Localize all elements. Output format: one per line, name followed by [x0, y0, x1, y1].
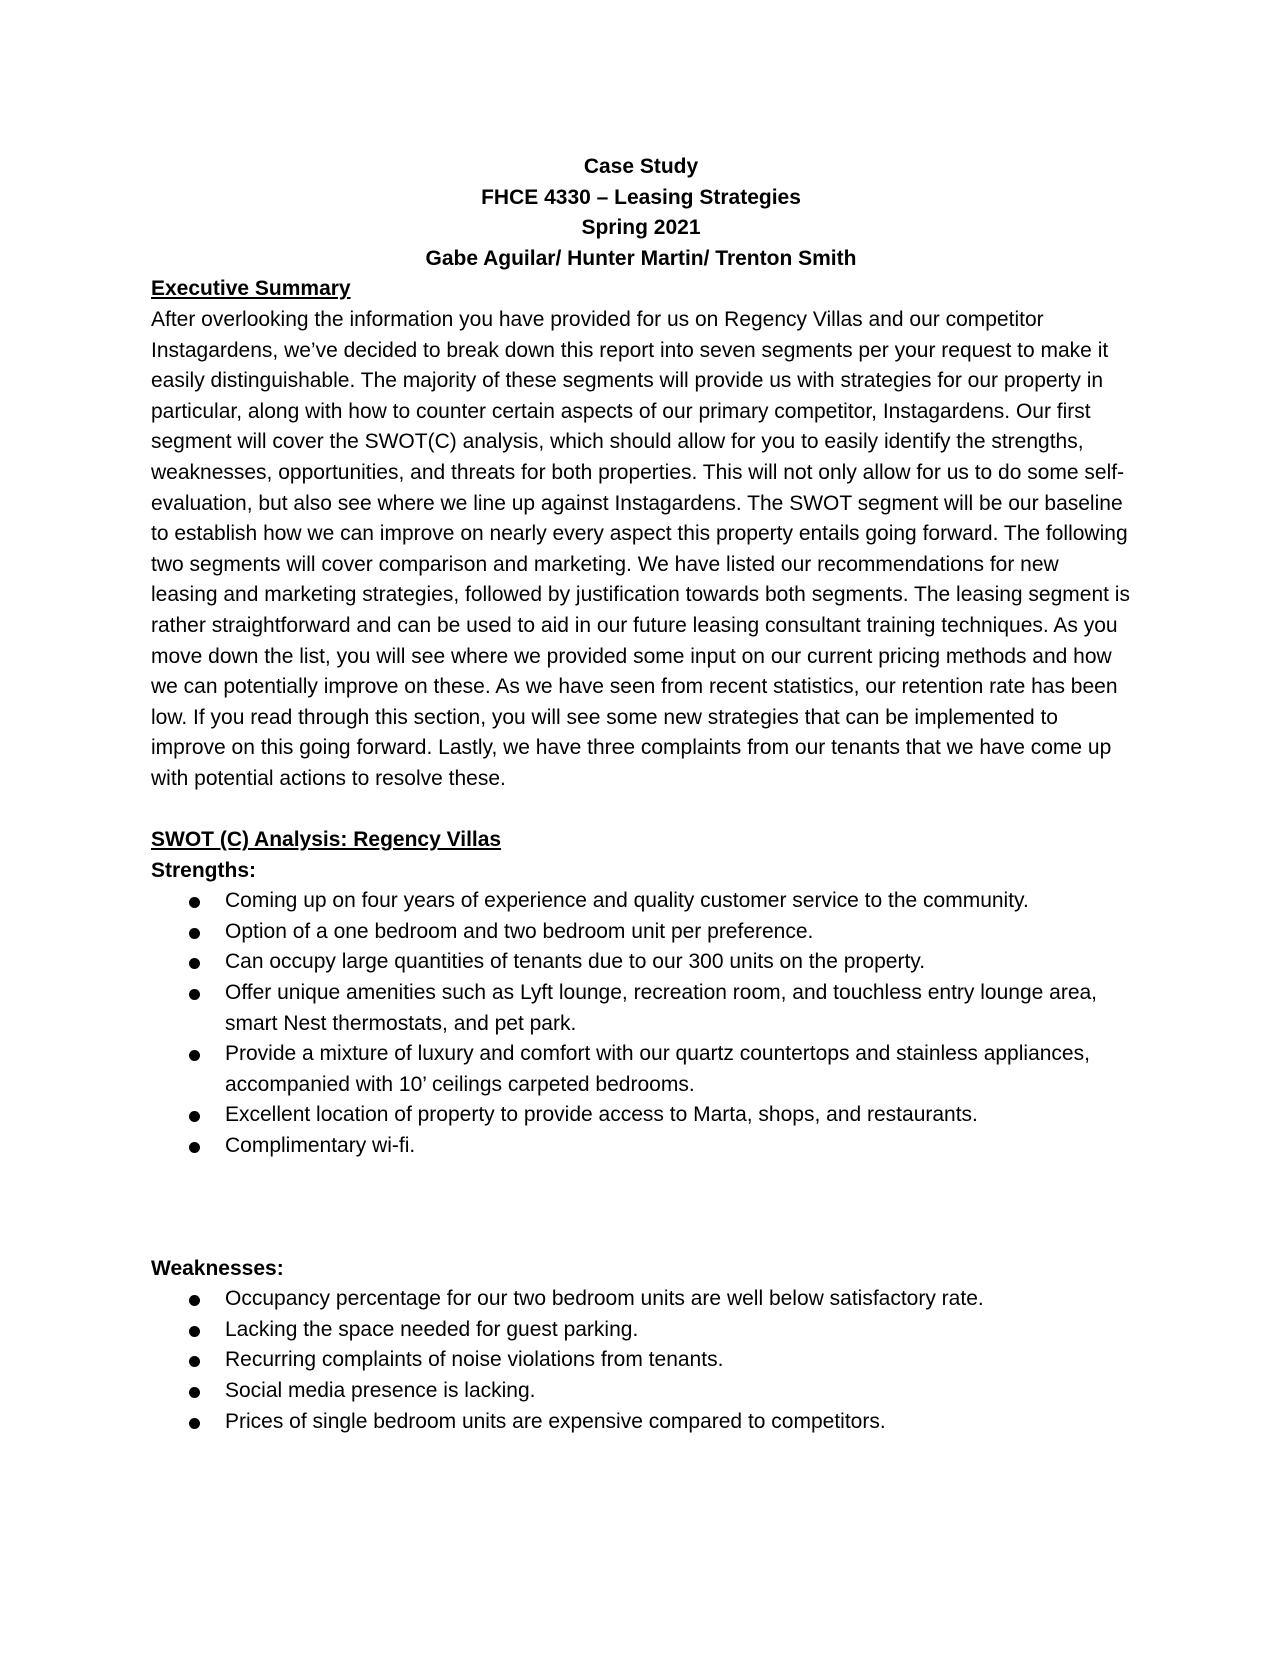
weakness-text: Lacking the space needed for guest parking. [225, 1317, 639, 1341]
swot-heading: SWOT (C) Analysis: Regency Villas [151, 828, 502, 852]
list-item [151, 1345, 1131, 1376]
executive-summary-heading: Executive Summary [151, 277, 351, 301]
weakness-text: Recurring complaints of noise violations from tenants. [225, 1348, 724, 1372]
weakness-text: Social media presence is lacking. [225, 1378, 536, 1402]
strength-text: Can occupy large quantities of tenants due to our 300 units on the property. [225, 950, 926, 974]
bullet-icon [189, 1356, 200, 1367]
list-item [151, 1376, 1131, 1407]
list-item [151, 1315, 1131, 1346]
strengths-list [151, 886, 1131, 1161]
strength-text: Offer unique amenities such as Lyft lounge, recreation room, and touchless entry lounge area, smart Nest thermostats, and pet park. [225, 981, 1098, 1035]
bullet-icon [189, 897, 200, 908]
bullet-icon [189, 928, 200, 939]
bullet-icon [189, 1418, 200, 1429]
list-item [151, 1131, 1131, 1162]
bullet-icon [189, 1050, 200, 1061]
weakness-text: Occupancy percentage for our two bedroom units are well below satisfactory rate. [225, 1287, 984, 1311]
bullet-icon [189, 958, 200, 969]
title-authors: Gabe Aguilar/ Hunter Martin/ Trenton Smith [425, 246, 857, 270]
list-item [151, 947, 1131, 978]
strength-text: Option of a one bedroom and two bedroom unit per preference. [225, 919, 814, 943]
document-page [151, 152, 1131, 1437]
bullet-icon [189, 1326, 200, 1337]
title-case-study: Case Study [583, 155, 699, 178]
strength-text: Coming up on four years of experience and quality customer service to the community. [225, 889, 1029, 913]
title-term: Spring 2021 [581, 216, 701, 240]
title-course: FHCE 4330 – Leasing Strategies [481, 185, 801, 209]
list-item [151, 886, 1131, 917]
bullet-icon [189, 1387, 200, 1398]
weaknesses-list [151, 1284, 1131, 1437]
list-item [151, 1284, 1131, 1315]
strength-text: Complimentary wi-fi. [225, 1134, 416, 1157]
executive-summary-text: After overlooking the information you have provided for us on Regency Villas and our competitor Instagardens, we’ve decided to break down this report into seven segments per your request to make it easily distinguishable. The majority of these segments will provide us with strategies for our property in particular, along with how to counter certain aspects of our primary competitor, Instagardens. Our first segment will cover the SWOT(C) analysis, which should allow for you to easily identify the strengths, weaknesses, opportunities, and threats for both properties. This will not only allow for us to do some self-evaluation, but also see where we line up against Instagardens. The SWOT segment will be our baseline to establish how we can improve on nearly every aspect this property entails going forward. The following two segments will cover comparison and marketing. We have listed our recommendations for new leasing and marketing strategies, followed by justification towards both segments. The leasing segment is rather straightforward and can be used to aid in our future leasing consultant training techniques. As you move down the list, you will see where we provided some input on our current pricing methods and how we can potentially improve on these. As we have seen from recent statistics, our retention rate has been low. If you read through this section, you will see some new strategies that can be implemented to improve on this going forward. Lastly, we have three complaints from our tenants that we have come up with potential actions to resolve these. [151, 307, 1130, 790]
strength-text: Excellent location of property to provide access to Marta, shops, and restaurants. [225, 1103, 978, 1127]
list-item [151, 1407, 1131, 1438]
spacer [151, 1162, 1131, 1254]
list-item [151, 1039, 1131, 1100]
title-block [151, 152, 1131, 274]
bullet-icon [189, 1142, 200, 1153]
list-item [151, 917, 1131, 948]
strength-text: Provide a mixture of luxury and comfort with our quartz countertops and stainless appliances, accompanied with 10’ ceilings carpeted bedrooms. [225, 1042, 1090, 1096]
strengths-label: Strengths: [151, 858, 256, 882]
weaknesses-label: Weaknesses: [151, 1256, 284, 1280]
list-item [151, 978, 1131, 1039]
bullet-icon [189, 1295, 200, 1306]
weakness-text: Prices of single bedroom units are expensive compared to competitors. [225, 1409, 886, 1433]
bullet-icon [189, 1111, 200, 1122]
bullet-icon [189, 989, 200, 1000]
spacer [151, 794, 1131, 825]
list-item [151, 1100, 1131, 1131]
